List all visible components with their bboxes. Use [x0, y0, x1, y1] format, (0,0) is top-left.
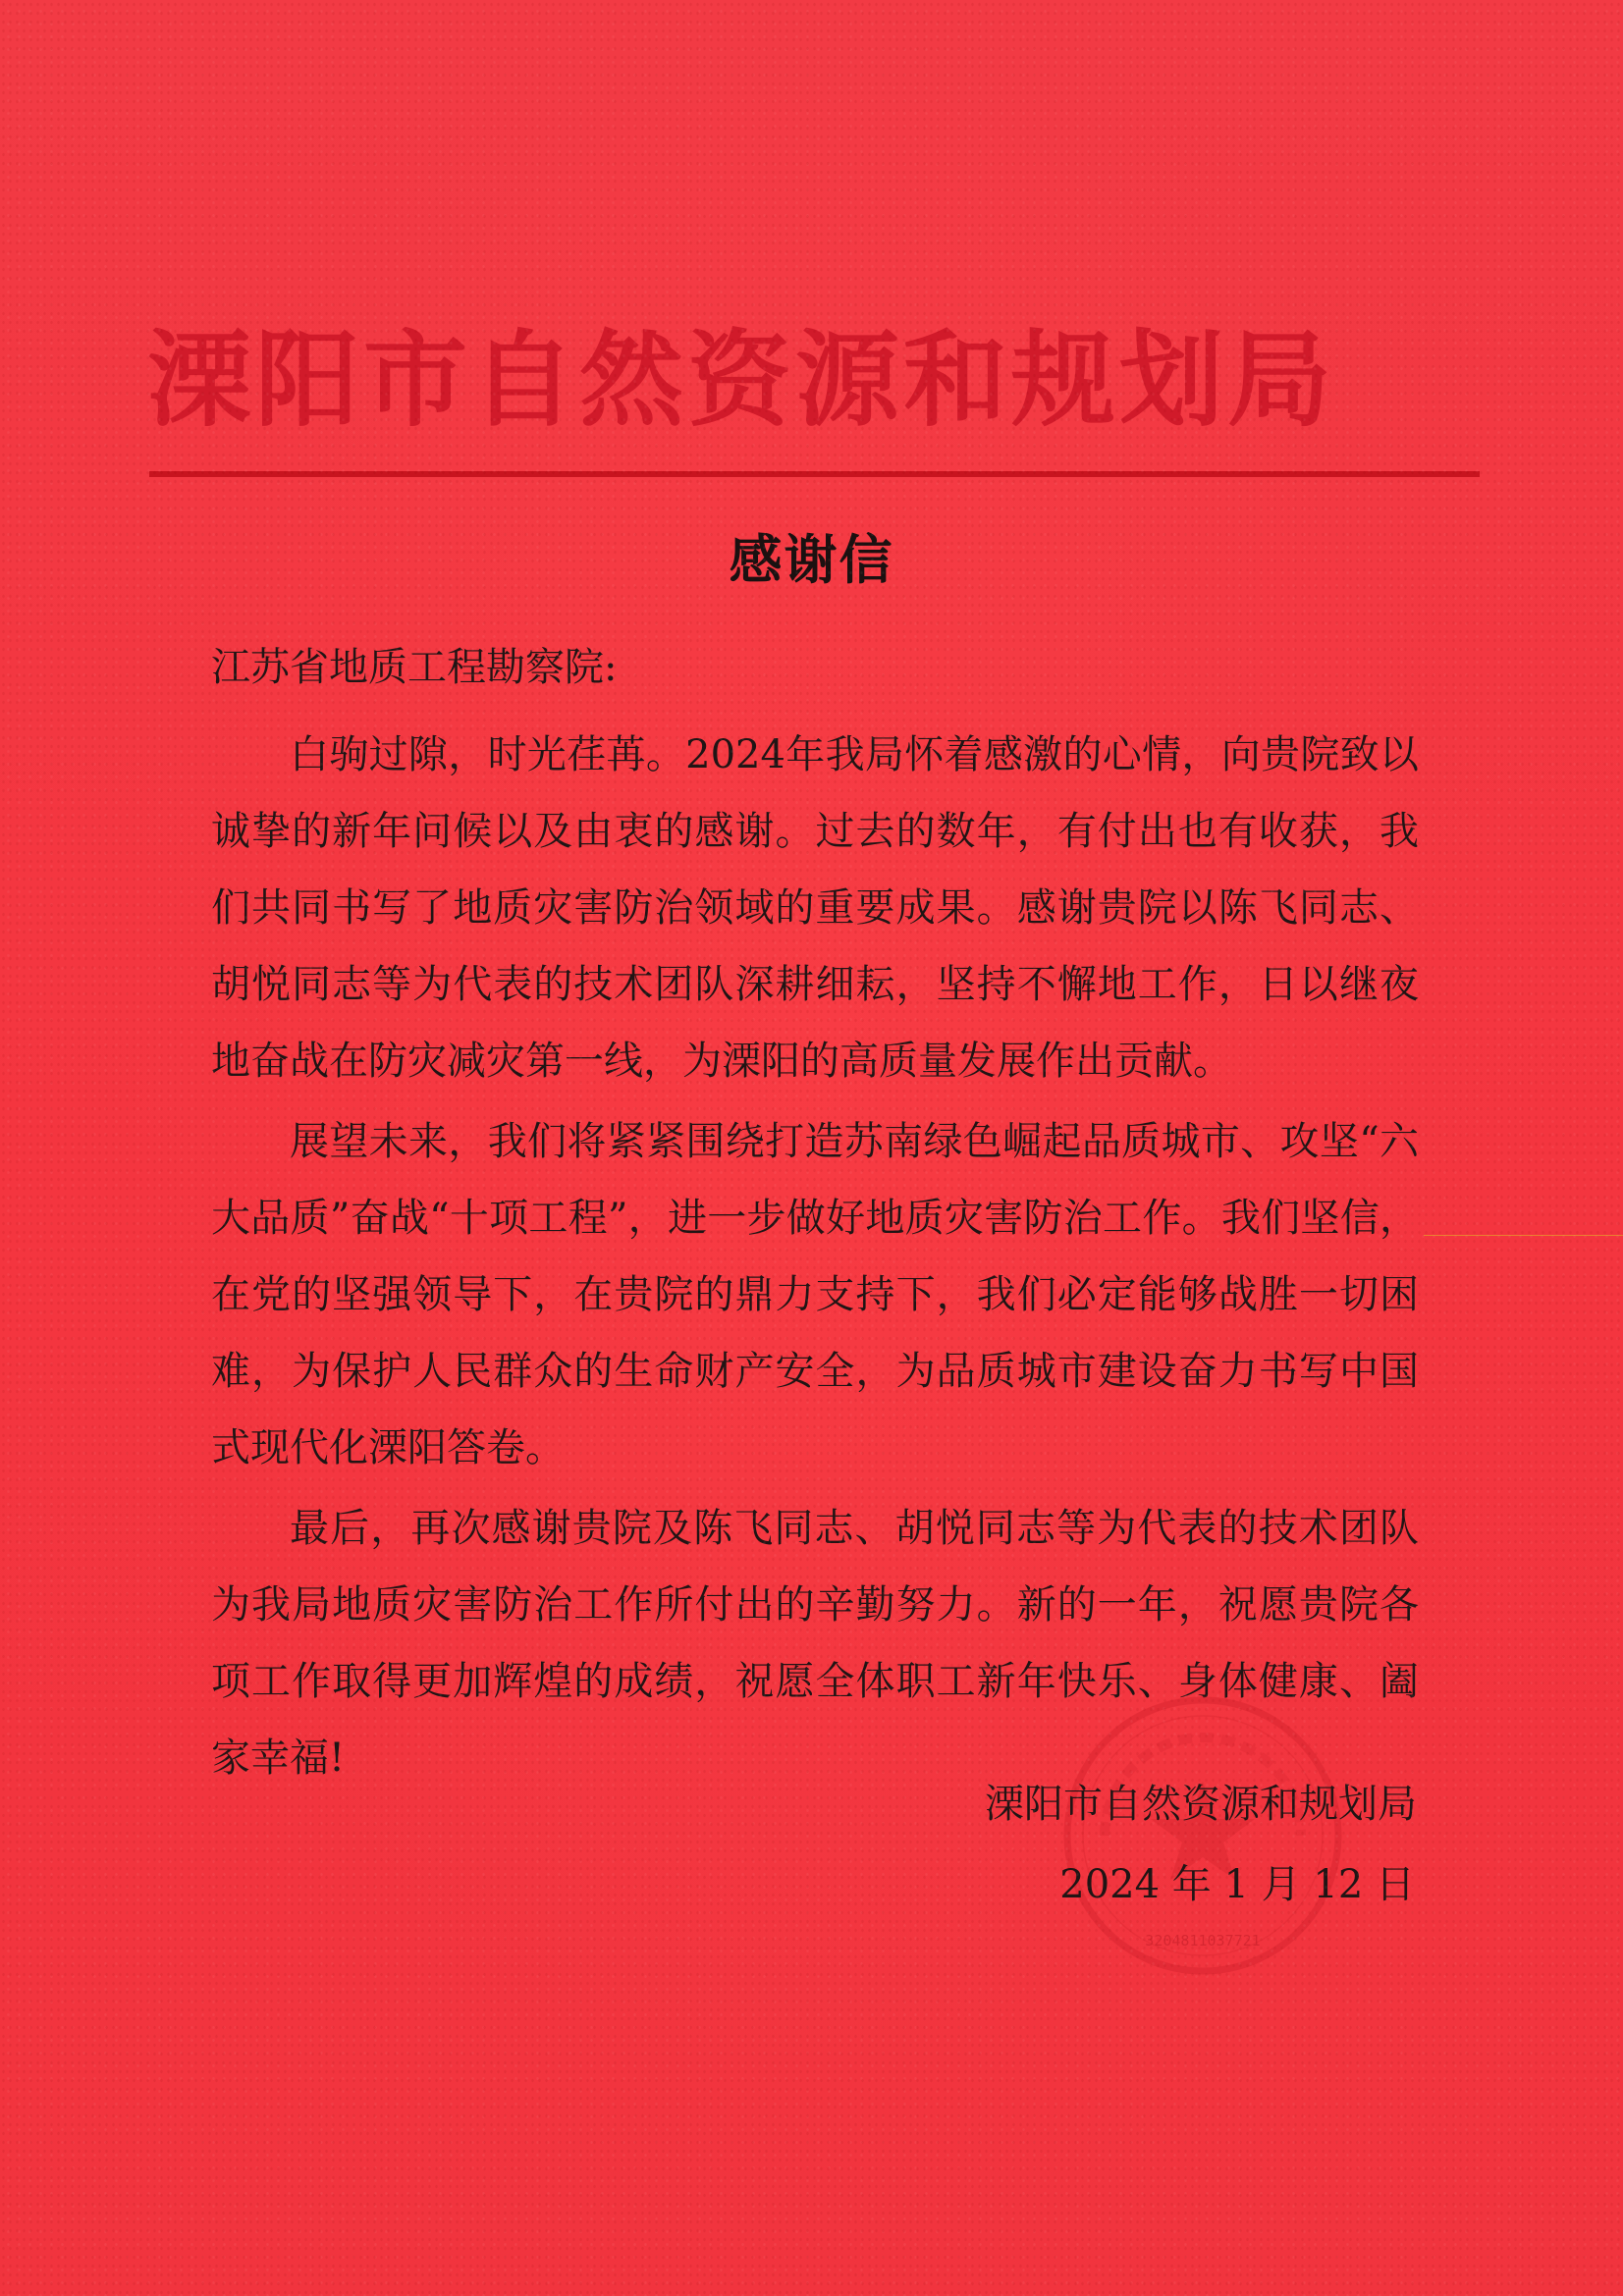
seal-code: 3204811037721 [1145, 1932, 1261, 1949]
body-paragraph: 展望未来，我们将紧紧围绕打造苏南绿色崛起品质城市、攻坚“六大品质”奋战“十项工程”，进一步做好地质灾害防治工作。我们坚信，在党的坚强领导下，在贵院的鼎力支持下，我们必定能够战胜一切困难，为保护人民群众的生命财产安全，为品质城市建设奋力书写中国式现代化溧阳答卷。 [211, 1119, 1419, 1470]
body-paragraph: 白驹过隙，时光荏苒。2024年我局怀着感激的心情，向贵院致以诚挚的新年问候以及由衷的感谢。过去的数年，有付出也有收获，我们共同书写了地质灾害防治领域的重要成果。感谢贵院以陈飞同志、胡悦同志等为代表的技术团队深耕细耘，坚持不懈地工作，日以继夜地奋战在防灾减灾第一线，为溧阳的高质量发展作出贡献。 [211, 732, 1419, 1084]
letter-title: 感谢信 [729, 528, 894, 591]
letter-body [211, 717, 1419, 1800]
letter-date: 2024 年 1 月 12 日 [1059, 1862, 1415, 1907]
salutation: 江苏省地质工程勘察院: [211, 645, 618, 690]
letterhead-rule [149, 471, 1480, 477]
body-paragraph: 最后，再次感谢贵院及陈飞同志、胡悦同志等为代表的技术团队为我局地质灾害防治工作所付出的辛勤努力。新的一年，祝愿贵院各项工作取得更加辉煌的成绩，祝愿全体职工新年快乐、身体健康、阖家幸福! [211, 1506, 1419, 1781]
scan-artifact-line [1424, 1235, 1623, 1236]
signer-organization: 溧阳市自然资源和规划局 [985, 1782, 1417, 1827]
letterhead-organization: 溧阳市自然资源和规划局 [147, 318, 1335, 441]
